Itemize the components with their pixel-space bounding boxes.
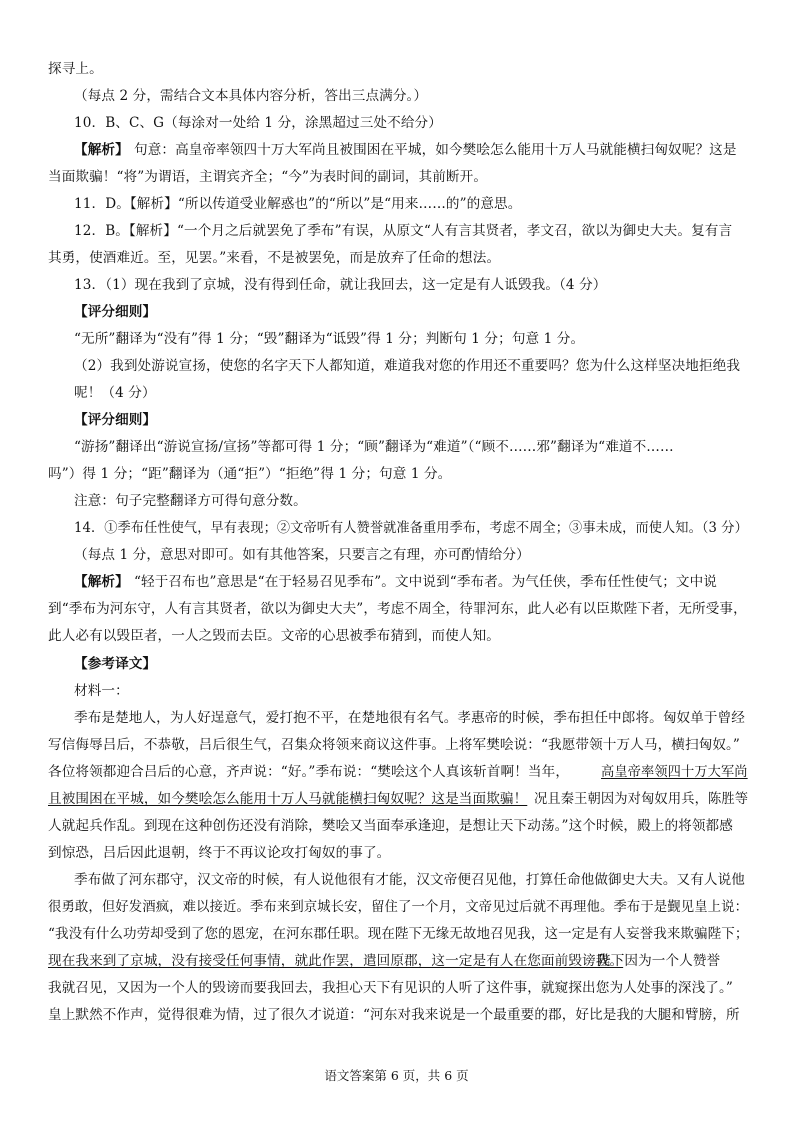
text-line: 很勇敢，但好发酒疯，难以接近。季布来到京城长安，留住了一个月，文帝见过后就不再理他。季布于是觐见皇上说： — [48, 899, 749, 915]
text-line: 况且秦王朝因为对匈奴用兵，陈胜等 — [534, 791, 749, 807]
text-line: 其勇，使酒难近。至，见罢。”来看，不是被罢免，而是放弃了任命的想法。 — [48, 250, 501, 266]
text-line: 10．B、C、G（每涂对一处给 1 分，涂黑超过三处不给分） — [74, 115, 442, 131]
text-line: 写信侮辱吕后，不恭敬，吕后很生气，召集众将领来商议这件事。上将军樊哙说：“我愿带领十万人马，横扫匈奴。” — [48, 737, 740, 753]
text-line: 人就起兵作乱。到现在这种创伤还没有消除，樊哙又当面奉承逢迎，是想让天下动荡。”这个时候，殿上的将领都感 — [48, 818, 733, 834]
text-line: “我没有什么功劳却受到了您的恩宠，在河东郡任职。现在陛下无缘无故地召见我，这一定是有人妄誉我来欺骗陛下； — [48, 926, 749, 942]
text-line: 到惊恐，吕后因此退朝，终于不再议论攻打匈奴的事了。 — [48, 845, 391, 861]
reference-translation-heading: 【参考译文】 — [74, 656, 157, 672]
text-line: 我就召见，又因为一个人的毁谤而要我回去，我担心天下有见识的人听了这件事，就窥探出您为人处事的深浅了。” — [48, 980, 733, 996]
text-line: 12．B。【解析】“一个月之后就罢免了季布”有误，从原文“人有言其贤者，孝文召，欲以为御史大夫。复有言 — [74, 223, 733, 239]
text-line: 当面欺骗！“将”为谓语，主谓宾齐全；“今”为表时间的副词，其前断开。 — [48, 169, 488, 185]
underlined-text: 现在我来到了京城，没有接受任何事情，就此作罢，遣回原郡，这一定是有人在您面前毁谤我。 — [48, 953, 624, 969]
text-line: 陛下因为一个人赞誉 — [597, 953, 721, 969]
text-line: “轻于召布也”意思是“在于轻易召见季布”。文中说到“季布者。为气任侠，季布任性使气；文中说 — [134, 574, 717, 590]
analysis-heading: 【解析】 — [74, 142, 129, 158]
scoring-rules-heading: 【评分细则】 — [74, 304, 157, 320]
text-line: 探寻上。 — [48, 61, 103, 77]
text-line: 句意：高皇帝率领四十万大军尚且被围困在平城，如今樊哙怎么能用十万人马就能横扫匈奴呢？这是 — [134, 142, 737, 158]
text-line: 季布做了河东郡守，汉文帝的时候，有人说他很有才能，汉文帝便召见他，打算任命他做御史大夫。又有人说他 — [74, 872, 745, 888]
text-line: 13．（1）现在我到了京城，没有得到任命，就让我回去，这一定是有人诋毁我。（4 分） — [74, 277, 607, 293]
underlined-text: 且被围困在平城，如今樊哙怎么能用十万人马就能横扫匈奴呢？这是当面欺骗！ — [48, 791, 528, 807]
text-line: 此人必有以毁臣者，一人之毁而去臣。文帝的心思被季布猜到，而使人知。 — [48, 628, 500, 644]
material-label: 材料一： — [74, 683, 129, 699]
text-line: （每点 2 分，需结合文本具体内容分析，答出三点满分。） — [74, 88, 428, 104]
page-footer: 语文答案第 6 页，共 6 页 — [324, 1068, 469, 1083]
text-line: 注意：句子完整翻译方可得句意分数。 — [74, 493, 307, 509]
text-line: “游扬”翻译出“游说宣扬/宣扬”等都可得 1 分；“顾”翻译为“难道”（“顾不……邪”翻译为“难道不…… — [74, 439, 674, 455]
text-line: 11．D。【解析】“所以传道受业解惑也”的“所以”是“用来……的”的意思。 — [74, 196, 522, 212]
text-line: 皇上默然不作声，觉得很难为情，过了很久才说道：“河东对我来说是一个最重要的郡，好比是我的大腿和臂膀，所 — [48, 1007, 740, 1023]
analysis-heading: 【解析】 — [74, 574, 129, 590]
text-line: 吗”）得 1 分；“距”翻译为（通“拒”）“拒绝”得 1 分；句意 1 分。 — [48, 466, 452, 482]
underlined-text: 高皇帝率领四十万大军尚 — [601, 764, 748, 780]
text-line: （2）我到处游说宣扬，使您的名字天下人都知道，难道我对您的作用还不重要吗？您为什么这样坚决地拒绝我 — [74, 358, 741, 374]
scoring-rules-heading: 【评分细则】 — [74, 412, 157, 428]
text-line: 到“季布为河东守，人有言其贤者，欲以为御史大夫”，考虑不周全，待罪河东，此人必有以臣欺陛下者，无所受事， — [48, 601, 747, 617]
text-line: 季布是楚地人，为人好逞意气，爱打抱不平，在楚地很有名气。孝惠帝的时候，季布担任中郎将。匈奴单于曾经 — [74, 710, 745, 726]
text-line: 呢！（4 分） — [74, 385, 156, 401]
text-line: （每点 1 分，意思对即可。如有其他答案，只要言之有理，亦可酌情给分） — [74, 547, 530, 563]
text-line: 各位将领都迎合吕后的心意，齐声说：“好。”季布说：“樊哙这个人真该斩首啊！当年， — [48, 764, 570, 780]
text-line: 14．①季布任性使气，早有表现；②文帝听有人赞誉就准备重用季布，考虑不周全；③事未成，而使人知。（3 分） — [74, 520, 748, 536]
text-line: “无所”翻译为“没有”得 1 分；“毁”翻译为“诋毁”得 1 分；判断句 1 分；句意 1 分。 — [74, 331, 585, 347]
